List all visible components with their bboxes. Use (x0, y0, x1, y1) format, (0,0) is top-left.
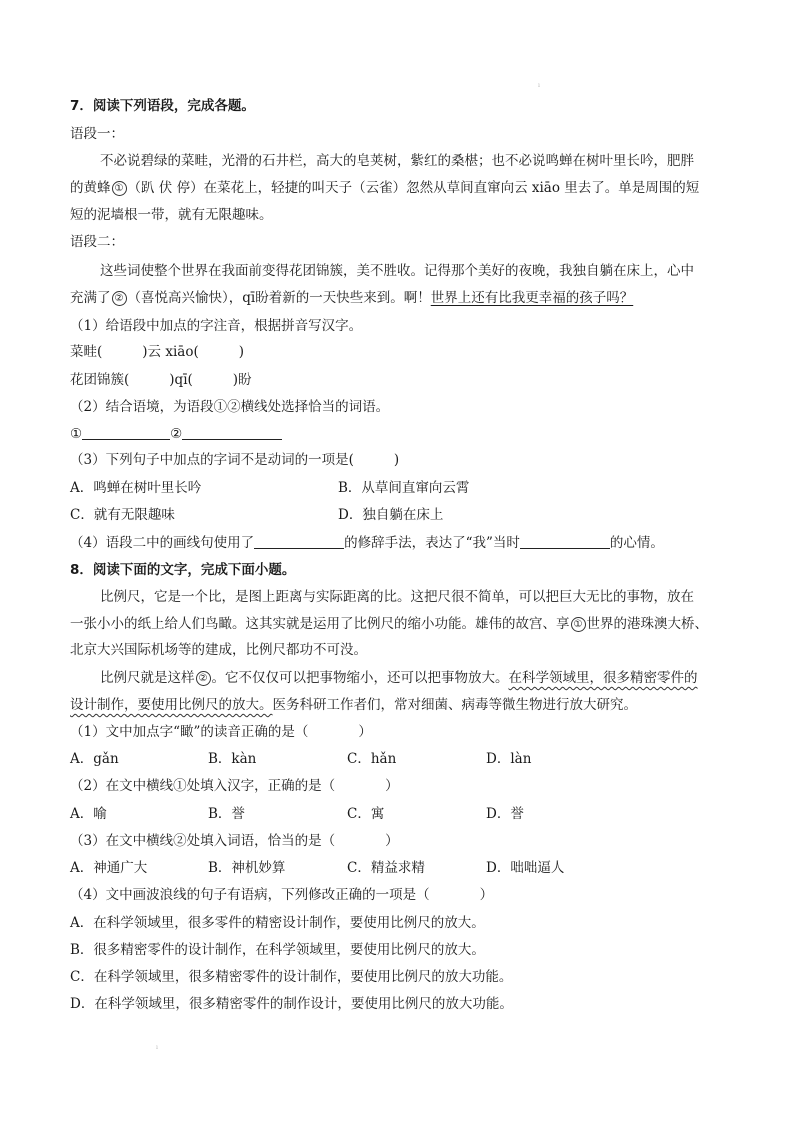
q8-title: 8．阅读下面的文字，完成下面小题。 (70, 562, 296, 578)
option-d[interactable]: D．咄咄逼人 (486, 860, 565, 876)
q7-title: 7．阅读下列语段，完成各题。 (70, 98, 255, 114)
q8-sub4-option-b[interactable]: B．很多精密零件的设计制作，在科学领域里，要使用比例尺的放大。 (70, 942, 485, 958)
q7-sub3: （3）下列句子中加点的字词不是动词的一项是( ) (70, 452, 400, 468)
q7-sub1-row1: 菜畦( )云 xiāo( ) (70, 344, 244, 360)
q7-passage1-line3: 短的泥墙根一带，就有无限趣味。 (70, 207, 273, 223)
q7-passage1-label: 语段一： (70, 126, 124, 142)
q8-para1-line1: 比例尺，它是一个比，是图上距离与实际距离的比。这把尺很不简单，可以把巨大无比的事物，放在 (100, 589, 694, 605)
q7-passage2-line2: 充满了 ② （喜悦高兴愉快），qī盼着新的一天快些来到。啊！世界上还有比我更幸福的孩子吗？ (70, 290, 634, 306)
q8-sub3: （3）在文中横线②处填入词语，恰当的是（ ） (70, 833, 399, 849)
q7-sub2-blanks: ① ② (70, 424, 730, 444)
q8-sub4: （4）文中画波浪线的句子有语病，下列修改正确的一项是（ ） (70, 887, 494, 903)
q8-sub4-option-c[interactable]: C．在科学领域里，很多精密零件的设计制作，要使用比例尺的放大功能。 (70, 969, 513, 985)
option-a[interactable]: A．喻 (70, 806, 107, 822)
q8-sub1: （1）文中加点字“瞰”的读音正确的是（ ） (70, 724, 372, 740)
option-c[interactable]: C．精益求精 (347, 860, 425, 876)
q7-passage1-line2: 的黄蜂 ① （趴 伏 停）在菜花上，轻捷的叫天子（云雀）忽然从草间直窜向云 xiāo 里去了。单是周围的短 (70, 180, 700, 196)
answer-blank-2[interactable] (182, 425, 282, 440)
option-c[interactable]: C．寓 (347, 806, 385, 822)
q7-passage2-label: 语段二： (70, 234, 124, 250)
answer-blank-4[interactable] (520, 534, 610, 549)
wavy-sentence-part1: 在科学领域里，很多精密零件的 (508, 670, 698, 686)
q8-sub4-option-d[interactable]: D．在科学领域里，很多精密零件的制作设计，要使用比例尺的放大功能。 (70, 996, 513, 1012)
q8-para2-line1: 比例尺就是这样 ② 。它不仅仅可以把事物缩小，还可以把事物放大。在科学领域里，很多精密零件的 (100, 670, 698, 686)
option-a[interactable]: A．鸣蝉在树叶里长吟 (70, 480, 202, 496)
option-b[interactable]: B．kàn (208, 751, 257, 767)
circle-number-2: ② (112, 291, 127, 306)
scan-mark: ı (538, 82, 540, 89)
option-d[interactable]: D．独自躺在床上 (338, 507, 444, 523)
q7-sub4: （4）语段二中的画线句使用了 的修辞手法，表达了“我”当时 的心情。 (70, 535, 664, 551)
circle-number-1: ① (112, 181, 127, 196)
wavy-sentence-part2: 设计制作，要使用比例尺的放大。 (70, 697, 273, 713)
option-c[interactable]: C．就有无限趣味 (70, 507, 175, 523)
option-c[interactable]: C．hǎn (347, 751, 397, 767)
option-a[interactable]: A．gǎn (70, 751, 119, 767)
q8-sub4-option-a[interactable]: A．在科学领域里，很多零件的精密设计制作，要使用比例尺的放大。 (70, 915, 485, 931)
option-b[interactable]: B．誉 (208, 806, 245, 822)
option-d[interactable]: D．làn (486, 751, 532, 767)
underlined-sentence: 世界上还有比我更幸福的孩子吗？ (430, 290, 634, 306)
scan-mark: ı (156, 1044, 158, 1051)
option-d[interactable]: D．誉 (486, 806, 524, 822)
q7-passage2-line1: 这些词使整个世界在我面前变得花团锦簇，美不胜收。记得那个美好的夜晚，我独自躺在床上，心中 (100, 263, 694, 279)
q7-passage1-line1: 不必说碧绿的菜畦，光滑的石井栏，高大的皂荚树，紫红的桑椹；也不必说鸣蝉在树叶里长吟，肥胖 (100, 153, 694, 169)
q8-para1-line3: 北京大兴国际机场等的建成，比例尺都功不可没。 (70, 642, 367, 658)
answer-blank-1[interactable] (82, 425, 170, 440)
q8-sub2: （2）在文中横线①处填入汉字，正确的是（ ） (70, 778, 399, 794)
q8-para2-line2: 设计制作，要使用比例尺的放大。医务科研工作者们，常对细菌、病毒等微生物进行放大研究。 (70, 697, 637, 713)
q7-sub2: （2）结合语境，为语段①②横线处选择恰当的词语。 (70, 399, 390, 415)
option-b[interactable]: B．神机妙算 (208, 860, 286, 876)
option-b[interactable]: B．从草间直窜向云霄 (338, 480, 470, 496)
q7-sub1: （1）给语段中加点的字注音，根据拼音写汉字。 (70, 318, 363, 334)
option-a[interactable]: A．神通广大 (70, 860, 148, 876)
q7-sub1-row2: 花团锦簇( )qī( )盼 (70, 372, 252, 388)
answer-blank-3[interactable] (254, 534, 344, 549)
q8-para1-line2: 一张小小的纸上给人们鸟瞰。这其实就是运用了比例尺的缩小功能。雄伟的故宫、享 ① 世界的港珠澳大桥、 (70, 616, 708, 632)
